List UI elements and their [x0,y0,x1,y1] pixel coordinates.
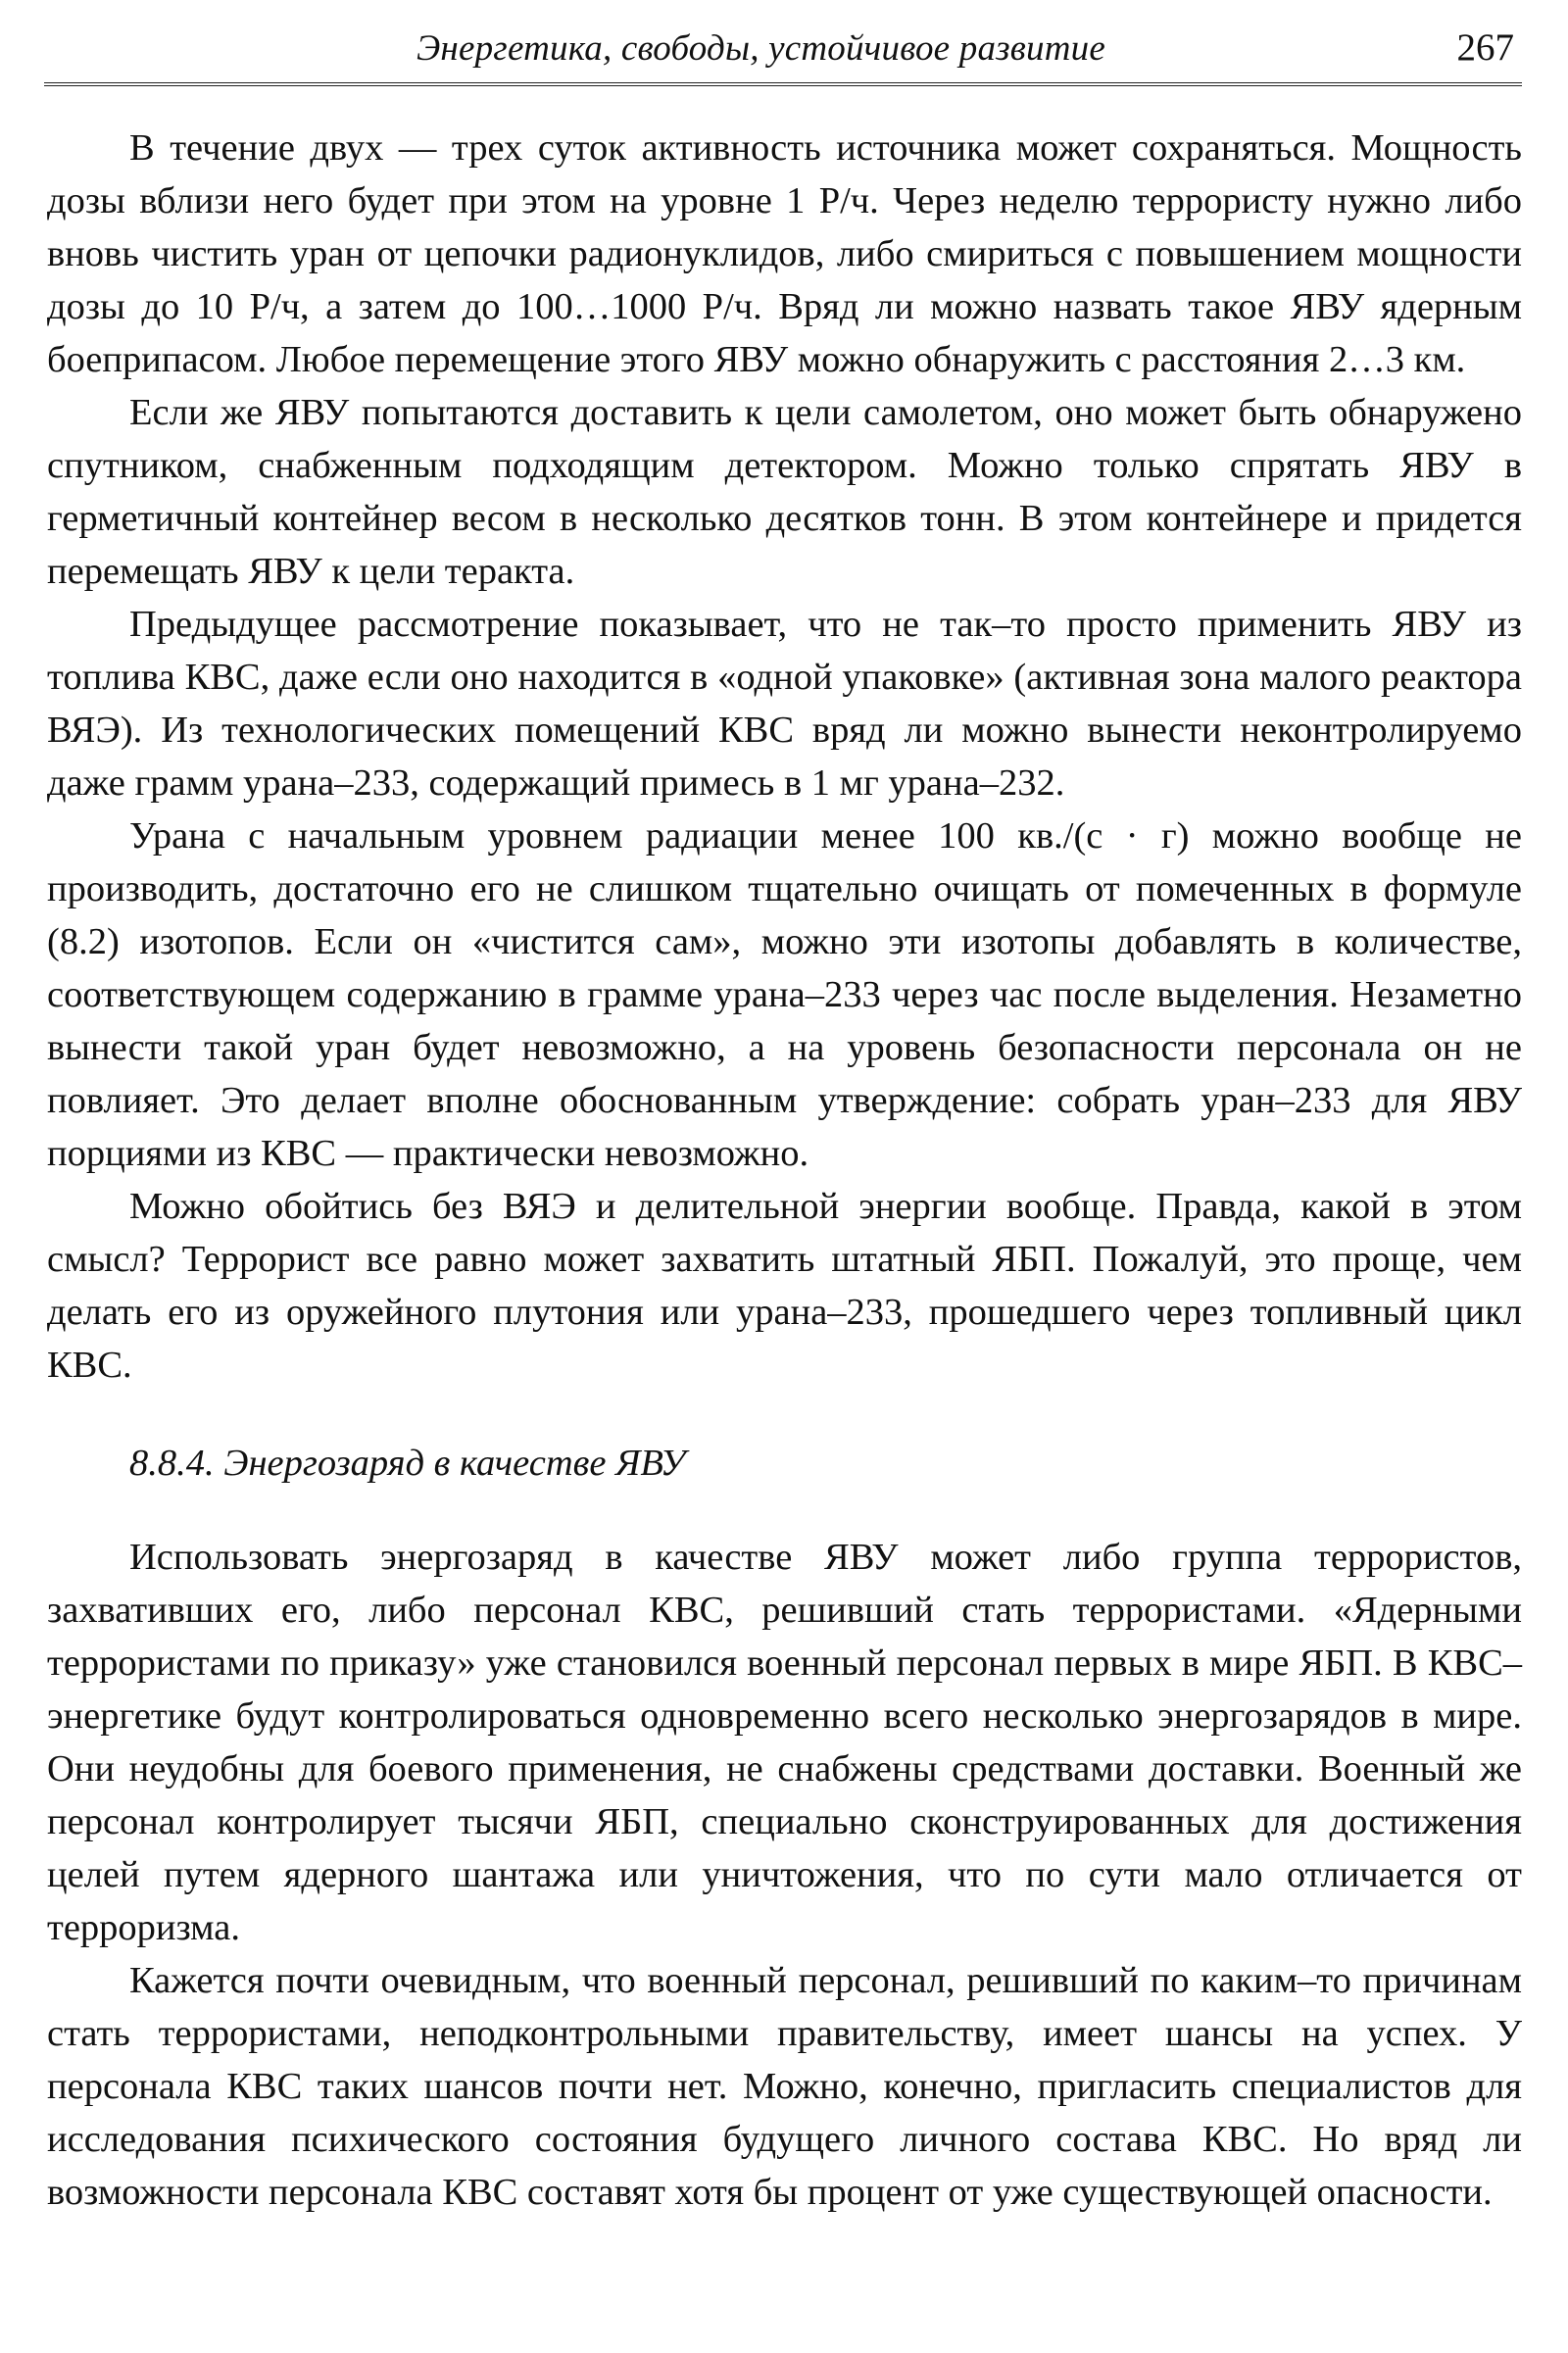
section-heading: 8.8.4. Энергозаряд в качестве ЯВУ [129,1443,686,1484]
page-number: 267 [1456,26,1514,69]
paragraph: Если же ЯВУ попытаются доставить к цели самолетом, оно может быть обнаружено спутником, снабженным подходящим детектором. Можно только спрятать ЯВУ в герметичный контейнер весом в несколько десятков тонн. В этом контейнере и придется перемещать ЯВУ к цели теракта. [47,392,1522,592]
paragraph: Урана с начальным уровнем радиации менее 100 кв./(с · г) можно вообще не производить, достаточно его не слишком тщательно очищать от помеченных в формуле (8.2) изотопов. Если он «чистится сам», можно эти изотопы добавлять в количестве, соответствующем содержанию в грамме урана–233 через час после выделения. Незаметно вынести такой уран будет невозможно, а на уровень безопасности персонала он не повлияет. Это делает вполне обоснованным утверждение: собрать уран–233 для ЯВУ порциями из КВС — практически невозможно. [47,815,1522,1174]
paragraph: Кажется почти очевидным, что военный персонал, решивший по каким–то причинам стать террористами, неподконтрольными правительству, имеет шансы на успех. У персонала КВС таких шансов почти нет. Можно, конечно, пригласить специалистов для исследования психического состояния будущего личного состава КВС. Но вряд ли возможности персонала КВС составят хотя бы процент от уже существующей опасности. [47,1960,1522,2213]
body-text [47,122,1522,2219]
paragraph: Предыдущее рассмотрение показывает, что не так–то просто применить ЯВУ из топлива КВС, даже если оно находится в «одной упаковке» (активная зона малого реактора ВЯЭ). Из технологических помещений КВС вряд ли можно вынести неконтролируемо даже грамм урана–233, содержащий примесь в 1 мг урана–232. [47,604,1522,804]
paragraph: Использовать энергозаряд в качестве ЯВУ может либо группа террористов, захвативших его, либо персонал КВС, решивший стать террористами. «Ядерными террористами по приказу» уже становился военный персонал первых в мире ЯБП. В КВС–энергетике будут контролироваться одновременно всего несколько энергозарядов в мире. Они неудобны для боевого применения, не снабжены средствами доставки. Военный же персонал контролирует тысячи ЯБП, специально сконструированных для достижения целей путем ядерного шантажа или уничтожения, что по сути мало отличается от терроризма. [47,1537,1522,1948]
paragraph: В течение двух — трех суток активность источника может сохраняться. Мощность дозы вблизи него будет при этом на уровне 1 Р/ч. Через неделю террористу нужно либо вновь чистить уран от цепочки радионуклидов, либо смириться с повышением мощности дозы до 10 Р/ч, а затем до 100…1000 Р/ч. Вряд ли можно назвать такое ЯВУ ядерным боеприпасом. Любое перемещение этого ЯВУ можно обнаружить с расстояния 2…3 км. [47,127,1522,380]
running-header [44,22,1522,86]
paragraph: Можно обойтись без ВЯЭ и делительной энергии вообще. Правда, какой в этом смысл? Террорист все равно может захватить штатный ЯБП. Пожалуй, это проще, чем делать его из оружейного плутония или урана–233, прошедшего через топливный цикл КВС. [47,1186,1522,1386]
running-title: Энергетика, свободы, устойчивое развитие [416,28,1105,69]
